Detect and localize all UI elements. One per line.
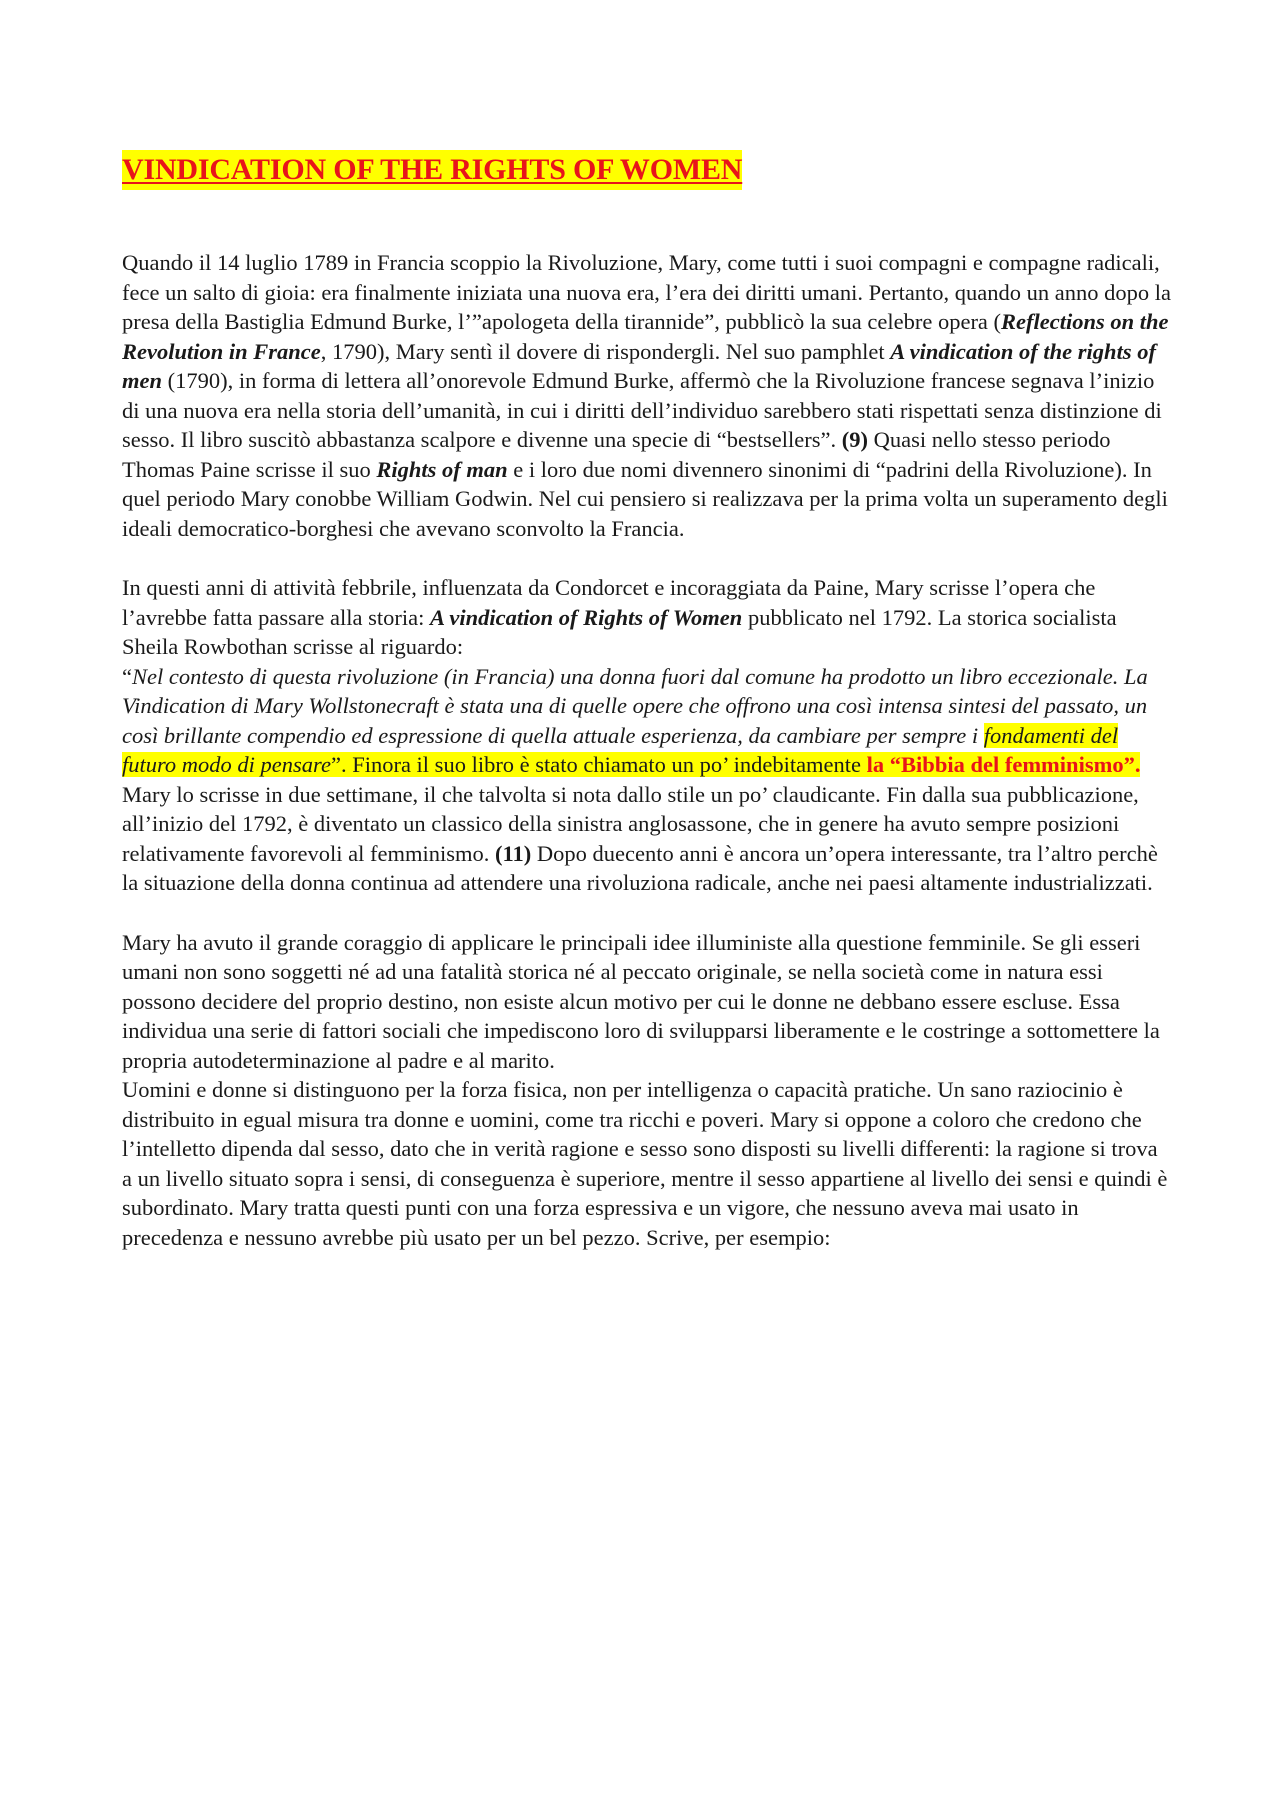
document-page — [122, 150, 1172, 1252]
work-title: A vindication of the rights of men — [122, 338, 1156, 393]
text: pubblicato nel 1792. La storica socialista Sheila Rowbothan scrisse al riguardo: — [122, 604, 1117, 659]
text: e i loro due nomi divennero sinonimi di “padrini della Rivoluzione). In quel periodo Mary conobbe William Godwin. Nel cui pensiero si realizzava per la prima volta un superamento degli ideali democratico-borghesi che avevano sconvolto la Francia. — [122, 456, 1168, 541]
work-title: Rights of man — [376, 456, 508, 482]
text: Dopo duecento anni è ancora un’opera interessante, tra l’altro perchè la situazione della donna continua ad attendere una rivoluziona radicale, anche nei paesi altamente industrializzati. — [122, 840, 1158, 895]
text: , 1790), Mary sentì il dovere di rispondergli. Nel suo pamphlet — [320, 338, 891, 364]
highlighted-phrase: la “Bibbia del femminismo”. — [866, 752, 1141, 777]
paragraph-3: Mary ha avuto il grande coraggio di applicare le principali idee illuministe alla questione femminile. Se gli esseri umani non sono soggetti né ad una fatalità storica né al peccato originale, se nella società come in natura essi possono decidere del proprio destino, non esiste alcun motivo per cui le donne ne debbano essere escluse. Essa individua una serie di fattori sociali che impediscono loro di svilupparsi liberamente e le costringe a sottomettere la propria autodeterminazione al padre e al marito. — [122, 929, 1160, 1073]
text: Mary lo scrisse in due settimane, il che talvolta si nota dallo stile un po’ claudicante. Fin dalla sua pubblicazione, all’inizio del 1792, è diventato un classico della sinistra anglosassone, che in genere ha avuto sempre posizioni relativamente favorevoli al femminismo. — [122, 781, 1139, 866]
text: (1790), in forma di lettera all’onorevole Edmund Burke, affermò che la Rivoluzione francese segnava l’inizio di una nuova era nella storia dell’umanità, in cui i diritti dell’individuo sarebbero stati rispettati senza distinzione di sesso. Il libro suscitò abbastanza scalpore e divenne una specie di “bestsellers”. — [122, 368, 1162, 452]
quotation: Nel contesto di questa rivoluzione (in Francia) una donna fuori dal comune ha prodotto un libro eccezionale. La Vindication di Mary Wollstonecraft è stata una di quelle opere che offrono una così intensa sintesi del passato, un così brillante compendio ed espressione di quella attuale esperienza, da cambiare per sempre i — [122, 663, 1148, 748]
footnote-ref: (9) — [841, 427, 869, 452]
highlighted-quotation: fondamenti del futuro modo di pensare — [122, 722, 1119, 777]
text: Quasi nello stesso periodo Thomas Paine scrisse il suo — [122, 427, 1111, 482]
document-title: VINDICATION OF THE RIGHTS OF WOMEN — [122, 150, 742, 190]
work-title: A vindication of Rights of Women — [429, 604, 743, 630]
work-title: Reflections on the Revolution in France — [122, 309, 1169, 364]
paragraph-2 — [122, 573, 1172, 898]
footnote-ref: (11) — [495, 840, 532, 866]
highlighted-text: ”. Finora il suo libro è stato chiamato un po’ indebitamente — [330, 752, 867, 777]
paragraph-4: Uomini e donne si distinguono per la forza fisica, non per intelligenza o capacità pratiche. Un sano raziocinio è distribuito in egual misura tra donne e uomini, come tra ricchi e poveri. Mary si oppone a coloro che credono che l’intelletto dipenda dal sesso, dato che in verità ragione e sesso sono disposti su livelli differenti: la ragione si trova a un livello situato sopra i sensi, di conseguenza è superiore, mentre il sesso appartiene al livello dei sensi e quindi è subordinato. Mary tratta questi punti con una forza espressiva e un vigore, che nessuno aveva mai usato in precedenza e nessuno avrebbe più usato per un bel pezzo. Scrive, per esempio: — [122, 1077, 1168, 1250]
text: In questi anni di attività febbrile, influenzata da Condorcet e incoraggiata da Paine, Mary scrisse l’opera che l’avrebbe fatta passare alla storia: — [122, 575, 1096, 630]
paragraph-1 — [122, 248, 1172, 543]
quote-open: “ — [122, 663, 132, 689]
text: Quando il 14 luglio 1789 in Francia scoppio la Rivoluzione, Mary, come tutti i suoi compagni e compagne radicali, fece un salto di gioia: era finalmente iniziata una nuova era, l’era dei diritti umani. Pertanto, quando un anno dopo la presa della Bastiglia Edmund Burke, l’”apologeta della tirannide”, pubblicò la sua celebre opera ( — [122, 250, 1172, 334]
